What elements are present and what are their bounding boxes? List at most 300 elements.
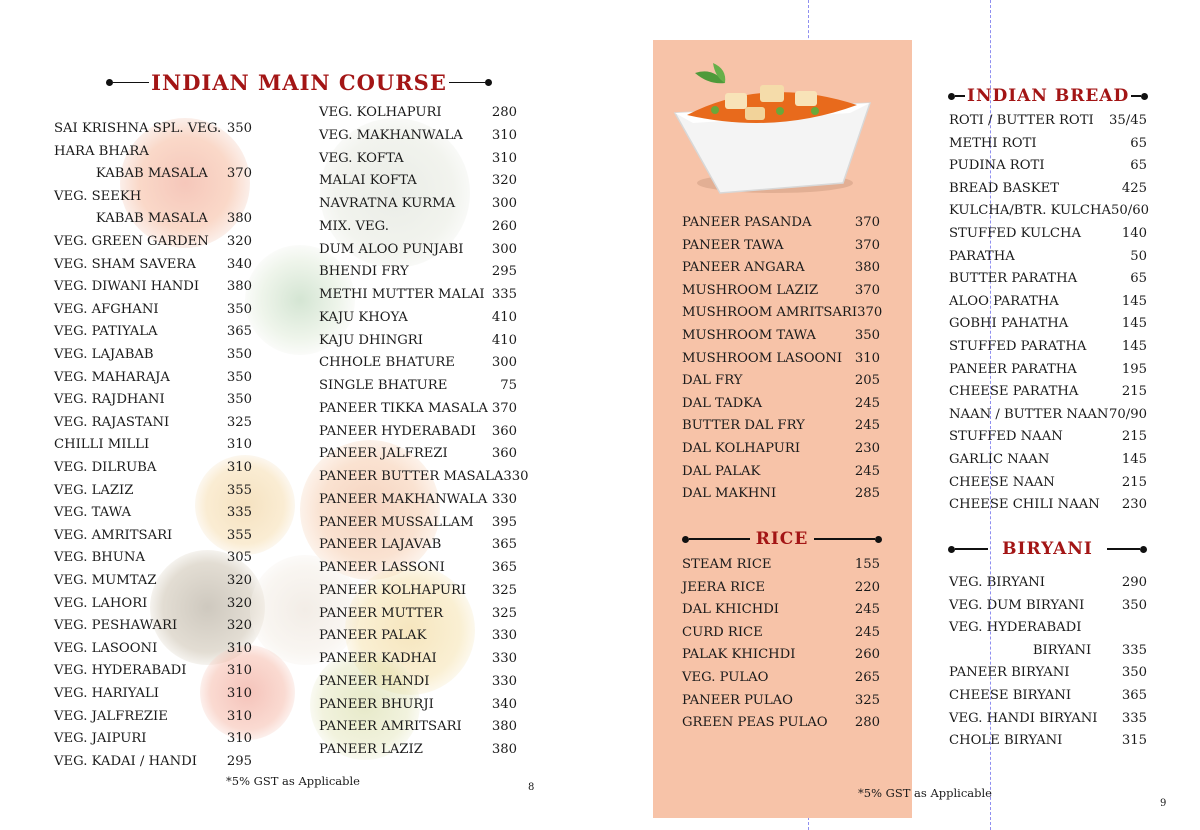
paneer-curry-bowl-image (665, 55, 875, 200)
biryani-title: BIRYANI (1002, 539, 1093, 559)
menu-item (54, 257, 252, 273)
menu-item-price: 360 (491, 446, 517, 462)
menu-item (319, 606, 517, 622)
menu-item-price: 155 (854, 557, 880, 572)
menu-item-price: 310 (226, 708, 252, 724)
menu-item-name: JEERA RICE (682, 579, 766, 595)
menu-item (682, 328, 880, 344)
menu-item (949, 113, 1147, 129)
menu-item-name: MIX. VEG. (319, 218, 389, 234)
menu-item-name: VEG. DILRUBA (54, 460, 157, 475)
menu-item-price: 360 (491, 423, 517, 439)
menu-item (682, 238, 880, 254)
menu-item (319, 287, 517, 303)
menu-item-name: NAAN / BUTTER NAAN (949, 406, 1109, 422)
menu-item (682, 670, 880, 686)
menu-item (319, 196, 517, 212)
menu-item-price: 310 (226, 686, 252, 701)
menu-item-price: 370 (857, 305, 883, 321)
menu-item-price: 330 (491, 491, 517, 507)
menu-item-name: CURD RICE (682, 624, 763, 640)
main-course-heading (106, 70, 492, 95)
menu-item-price: 300 (491, 355, 517, 371)
menu-item (319, 151, 517, 167)
menu-item-name: BREAD BASKET (949, 180, 1060, 196)
menu-item-price: 245 (854, 624, 880, 640)
menu-item (319, 333, 517, 349)
menu-item-name: KAJU KHOYA (319, 309, 408, 325)
menu-item (54, 415, 252, 431)
menu-item-name: VEG. PATIYALA (54, 324, 158, 340)
ornament-dot (106, 79, 113, 86)
menu-item-price: 310 (226, 640, 252, 656)
menu-item (949, 475, 1147, 491)
menu-item (949, 249, 1147, 265)
menu-item-name: MALAI KOFTA (319, 173, 417, 189)
menu-item-name: CHEESE PARATHA (949, 384, 1079, 400)
menu-item-price: 265 (854, 670, 880, 685)
menu-item-price: 350 (1121, 665, 1147, 681)
menu-item-name: CHOLE BIRYANI (949, 733, 1063, 749)
menu-item (54, 505, 252, 521)
menu-item (949, 733, 1147, 749)
menu-item (319, 697, 517, 713)
menu-item-price: 65 (1130, 135, 1147, 151)
menu-item (54, 573, 252, 589)
menu-item-name: CHEESE CHILI NAAN (949, 497, 1100, 513)
page-number-left: 8 (528, 782, 535, 793)
menu-item-price: 380 (854, 260, 880, 276)
menu-item-name: VEG. PESHAWARI (54, 618, 178, 634)
menu-item (54, 731, 252, 747)
menu-item (682, 283, 880, 299)
menu-item-name: VEG. MUMTAZ (54, 573, 157, 588)
menu-item-name: VEG. GREEN GARDEN (54, 234, 209, 249)
menu-item (949, 452, 1147, 468)
menu-item-name: VEG. RAJDHANI (54, 392, 165, 408)
menu-item-price: 310 (226, 460, 252, 475)
menu-item (54, 324, 252, 340)
menu-item-name: DAL TADKA (682, 395, 763, 411)
menu-item (949, 688, 1147, 704)
menu-item-name: SINGLE BHATURE (319, 378, 448, 393)
menu-item (682, 418, 880, 434)
menu-item-price: 370 (854, 215, 880, 230)
menu-item-name: GARLIC NAAN (949, 452, 1050, 467)
menu-item-price: 65 (1130, 158, 1147, 174)
menu-item-name: VEG. LASOONI (54, 640, 158, 656)
main-course-title: INDIAN MAIN COURSE (151, 70, 447, 95)
menu-item-price: 370 (491, 400, 517, 416)
menu-item (682, 464, 880, 480)
menu-item-price: 380 (491, 719, 517, 735)
menu-item-price: 230 (1121, 497, 1147, 513)
menu-item-price: 245 (854, 418, 880, 434)
indian-bread-title: INDIAN BREAD (967, 86, 1130, 106)
menu-item (319, 742, 517, 758)
menu-item (682, 486, 880, 502)
menu-item-price: 320 (226, 234, 252, 249)
menu-item-name: VEG. SEEKH (54, 188, 142, 204)
menu-item (54, 596, 252, 612)
menu-item-name: ALOO PARATHA (949, 293, 1059, 309)
menu-item-name: PANEER ANGARA (682, 260, 805, 276)
menu-item-price: 205 (854, 373, 880, 389)
page-number-right: 9 (1160, 798, 1167, 809)
menu-item (682, 396, 880, 412)
menu-item-name: KAJU DHINGRI (319, 332, 423, 348)
menu-item-name: PANEER JALFREZI (319, 446, 448, 462)
menu-item (949, 181, 1147, 197)
menu-item-price: 215 (1121, 384, 1147, 400)
menu-item (319, 378, 517, 394)
menu-item (949, 316, 1147, 332)
indian-bread-heading (948, 86, 1147, 106)
menu-item-name: VEG. DIWANI HANDI (54, 279, 200, 295)
menu-item (54, 483, 252, 499)
menu-item (319, 469, 529, 485)
menu-item (319, 219, 517, 235)
menu-item (319, 242, 517, 258)
menu-item-price: 260 (854, 647, 880, 663)
menu-item-price: 310 (226, 663, 252, 679)
menu-item-price: 320 (491, 173, 517, 189)
menu-item-price: 355 (226, 482, 252, 498)
menu-item-price: 330 (491, 628, 517, 644)
menu-item (949, 407, 1147, 423)
menu-item (54, 302, 252, 318)
menu-item-price: 215 (1121, 429, 1147, 445)
ornament-rule (955, 548, 988, 549)
menu-item (949, 158, 1147, 174)
menu-item-price: 340 (491, 696, 517, 712)
menu-item-name: STUFFED PARATHA (949, 339, 1087, 354)
ornament-dot (948, 93, 955, 100)
menu-item-name: KABAB MASALA (54, 166, 208, 182)
menu-item-name: MUSHROOM LAZIZ (682, 282, 819, 298)
menu-item-name: PARATHA (949, 248, 1015, 264)
menu-item (682, 373, 880, 389)
menu-item (54, 618, 252, 634)
menu-item (54, 144, 252, 160)
menu-item-name: KABAB MASALA (54, 211, 208, 227)
menu-item (319, 446, 517, 462)
menu-item-name: VEG. JAIPURI (54, 731, 147, 747)
menu-item-name: PANEER AMRITSARI (319, 719, 462, 735)
menu-item-name: PANEER PASANDA (682, 215, 812, 230)
menu-item (54, 437, 252, 453)
ornament-rule (689, 538, 750, 539)
menu-item-price: 335 (1121, 710, 1147, 726)
menu-item-name: BUTTER DAL FRY (682, 418, 805, 434)
menu-item-price: 370 (854, 282, 880, 298)
ornament-dot (1140, 546, 1147, 553)
menu-item-name: CHILLI MILLI (54, 437, 150, 453)
ornament-rule (1131, 95, 1141, 96)
menu-item-price: 335 (226, 505, 252, 521)
menu-item (949, 339, 1147, 355)
menu-item-name: PANEER TAWA (682, 237, 784, 253)
menu-item-name: PALAK KHICHDI (682, 647, 796, 663)
menu-item (949, 665, 1147, 681)
menu-item-name: PANEER BIRYANI (949, 665, 1070, 681)
menu-item (682, 715, 880, 731)
menu-item-name: VEG. BIRYANI (949, 575, 1045, 590)
menu-item-name: PANEER PARATHA (949, 361, 1077, 377)
menu-item-name: VEG. HARIYALI (54, 686, 159, 701)
menu-item-price: 350 (226, 369, 252, 385)
menu-item-price: 245 (854, 602, 880, 618)
menu-item-price: 280 (491, 105, 517, 120)
menu-item (949, 429, 1147, 445)
menu-item-price: 260 (491, 218, 517, 234)
menu-item-name: VEG. KOFTA (319, 150, 404, 166)
menu-item-name: DAL PALAK (682, 463, 761, 479)
menu-item (949, 620, 1147, 636)
menu-item-name: METHI ROTI (949, 135, 1037, 151)
menu-item (682, 441, 880, 457)
menu-item-name: MUSHROOM LASOONI (682, 350, 843, 366)
menu-item-name: PANEER BUTTER MASALA (319, 469, 504, 484)
menu-item-name: VEG. PULAO (682, 670, 769, 685)
menu-item (54, 370, 252, 386)
menu-item (319, 492, 517, 508)
ornament-rule (955, 95, 965, 96)
ornament-rule (113, 82, 149, 83)
menu-item-price: 320 (226, 595, 252, 611)
menu-item-name: DUM ALOO PUNJABI (319, 241, 464, 257)
menu-item (949, 384, 1147, 400)
menu-item-name: CHEESE BIRYANI (949, 688, 1072, 703)
menu-item-name: PANEER MAKHANWALA (319, 491, 488, 507)
menu-item-name: VEG. KOLHAPURI (319, 105, 442, 120)
menu-item-price: 50 (1130, 248, 1147, 264)
menu-item (54, 641, 252, 657)
menu-item-price: 380 (226, 211, 252, 227)
menu-item (682, 557, 880, 573)
menu-item-name: PANEER MUSSALLAM (319, 514, 474, 530)
menu-item (949, 711, 1147, 727)
menu-item-name: VEG. LAHORI (54, 595, 148, 611)
menu-item-name: KULCHA/BTR. KULCHA (949, 203, 1111, 219)
menu-item-name: PANEER KADHAI (319, 651, 437, 666)
menu-item (54, 663, 252, 679)
menu-item-price: 50/60 (1110, 203, 1149, 219)
menu-item-price: 310 (491, 127, 517, 143)
menu-item (319, 401, 517, 417)
menu-item-name: PANEER LASSONI (319, 560, 445, 575)
menu-item-name: PANEER KOLHAPURI (319, 582, 467, 598)
menu-item-price: 70/90 (1108, 406, 1147, 422)
menu-item (54, 121, 252, 137)
menu-item-price: 35/45 (1108, 113, 1147, 128)
menu-item-price: 350 (1121, 597, 1147, 613)
menu-item-name: BUTTER PARATHA (949, 271, 1078, 287)
menu-item-price: 75 (500, 378, 517, 393)
menu-item (949, 294, 1147, 310)
menu-item-name: VEG. HYDERABADI (54, 663, 187, 679)
menu-item-price: 365 (491, 560, 517, 575)
menu-item-price: 380 (491, 742, 517, 757)
menu-item-name: ROTI / BUTTER ROTI (949, 113, 1094, 128)
menu-item (319, 515, 517, 531)
menu-item-name: VEG. BHUNA (54, 550, 145, 566)
menu-item-name: VEG. SHAM SAVERA (54, 256, 196, 272)
menu-item-price: 245 (854, 395, 880, 411)
menu-item (319, 173, 517, 189)
menu-item (682, 215, 880, 231)
menu-item (682, 351, 880, 367)
menu-item-name: PANEER LAJAVAB (319, 537, 442, 553)
menu-item (54, 528, 252, 544)
menu-item-price: 370 (226, 166, 252, 182)
menu-item (54, 189, 252, 205)
menu-item-price: 310 (854, 350, 880, 366)
menu-item (319, 105, 517, 121)
menu-item-name: BIRYANI (949, 642, 1092, 658)
menu-item-name: VEG. RAJASTANI (54, 414, 170, 430)
menu-item-price: 350 (226, 121, 252, 136)
menu-item (54, 460, 252, 476)
menu-item-price: 310 (491, 150, 517, 166)
menu-item-price: 410 (491, 309, 517, 325)
menu-item (319, 537, 517, 553)
menu-item-price: 340 (226, 256, 252, 272)
menu-item-price: 335 (491, 287, 517, 302)
menu-item (682, 260, 880, 276)
menu-item-price: 140 (1121, 226, 1147, 241)
ornament-dot (1141, 93, 1148, 100)
menu-item-price: 310 (226, 731, 252, 747)
faded-curry-bowl-image (120, 118, 250, 248)
menu-item (319, 560, 517, 576)
ornament-dot (682, 536, 689, 543)
menu-item (319, 674, 517, 690)
menu-item-name: CHEESE NAAN (949, 474, 1055, 490)
menu-item (54, 234, 252, 250)
menu-item (319, 583, 517, 599)
menu-item-name: HARA BHARA (54, 143, 149, 159)
menu-item-price: 335 (1121, 642, 1147, 658)
menu-item-name: VEG. LAJABAB (54, 347, 154, 362)
menu-item-name: DAL MAKHNI (682, 486, 777, 502)
menu-item-price: 300 (491, 241, 517, 257)
biryani-heading (948, 539, 1147, 559)
menu-item-name: VEG. DUM BIRYANI (949, 597, 1085, 613)
menu-item (949, 598, 1147, 614)
menu-item-name: PANEER MUTTER (319, 605, 444, 621)
menu-item (54, 392, 252, 408)
menu-item (682, 305, 883, 321)
menu-item (54, 347, 252, 363)
menu-item-name: SAI KRISHNA SPL. VEG. (54, 121, 222, 136)
menu-item (949, 362, 1147, 378)
menu-item-price: 410 (491, 332, 517, 348)
menu-item-price: 350 (226, 301, 252, 317)
menu-item-price: 290 (1121, 575, 1147, 590)
menu-item-price: 295 (491, 264, 517, 280)
menu-item (949, 136, 1147, 152)
menu-item (54, 754, 252, 770)
menu-item-price: 65 (1130, 271, 1147, 287)
menu-item (319, 128, 517, 144)
menu-item-price: 280 (854, 715, 880, 731)
menu-item (682, 693, 880, 709)
menu-item-price: 395 (491, 514, 517, 530)
menu-item-price: 355 (226, 527, 252, 543)
menu-item-name: DAL KOLHAPURI (682, 441, 801, 456)
menu-item-price: 350 (226, 392, 252, 408)
menu-item (682, 602, 880, 618)
menu-item-name: GREEN PEAS PULAO (682, 715, 828, 731)
menu-item-name: PUDINA ROTI (949, 158, 1045, 174)
menu-item-price: 215 (1121, 474, 1147, 490)
menu-item-price: 365 (1121, 688, 1147, 703)
menu-item (682, 625, 880, 641)
menu-item-price: 325 (854, 692, 880, 708)
menu-item (319, 628, 517, 644)
ornament-rule (1107, 548, 1140, 549)
menu-item (54, 166, 252, 182)
menu-item-name: VEG. KADAI / HANDI (54, 753, 197, 769)
menu-item-name: VEG. TAWA (54, 505, 132, 521)
menu-item (949, 271, 1147, 287)
menu-item (54, 709, 252, 725)
menu-item-name: PANEER HYDERABADI (319, 423, 476, 439)
ornament-rule (449, 82, 485, 83)
rice-heading (682, 529, 882, 549)
ornament-dot (485, 79, 492, 86)
menu-item-name: MUSHROOM TAWA (682, 328, 816, 343)
menu-item (54, 686, 252, 702)
menu-item (54, 211, 252, 227)
menu-item-price: 365 (226, 324, 252, 340)
menu-item (319, 719, 517, 735)
menu-item-name: PANEER TIKKA MASALA (319, 400, 488, 416)
gst-footnote-left: *5% GST as Applicable (226, 774, 360, 788)
menu-item-name: PANEER LAZIZ (319, 742, 423, 757)
menu-item-price: 145 (1121, 452, 1147, 467)
menu-item (949, 643, 1147, 659)
menu-item-name: CHHOLE BHATURE (319, 355, 455, 371)
menu-item-price: 285 (854, 486, 880, 502)
menu-item-name: VEG. MAKHANWALA (319, 127, 463, 143)
menu-item-price: 310 (226, 437, 252, 453)
menu-item-name: PANEER PULAO (682, 692, 793, 708)
menu-item-name: DAL FRY (682, 373, 743, 389)
menu-item-price: 230 (854, 441, 880, 456)
menu-item-price: 365 (491, 537, 517, 553)
ornament-dot (875, 536, 882, 543)
menu-item-price: 325 (491, 582, 517, 598)
menu-item (319, 651, 517, 667)
menu-item-price: 245 (854, 463, 880, 479)
menu-item (319, 310, 517, 326)
menu-item-price: 350 (226, 347, 252, 362)
menu-item-name: VEG. AFGHANI (54, 301, 159, 317)
menu-item (949, 226, 1147, 242)
menu-item-price: 330 (491, 651, 517, 666)
menu-item-price: 300 (491, 196, 517, 211)
menu-item-price: 315 (1121, 733, 1147, 749)
menu-item-price: 195 (1121, 361, 1147, 377)
menu-item-price: 325 (491, 605, 517, 621)
menu-item-name: STUFFED NAAN (949, 429, 1063, 445)
menu-item-name: STUFFED KULCHA (949, 226, 1082, 241)
menu-item-price: 145 (1121, 316, 1147, 332)
menu-item-name: VEG. AMRITSARI (54, 527, 173, 543)
menu-item-price: 305 (226, 550, 252, 566)
